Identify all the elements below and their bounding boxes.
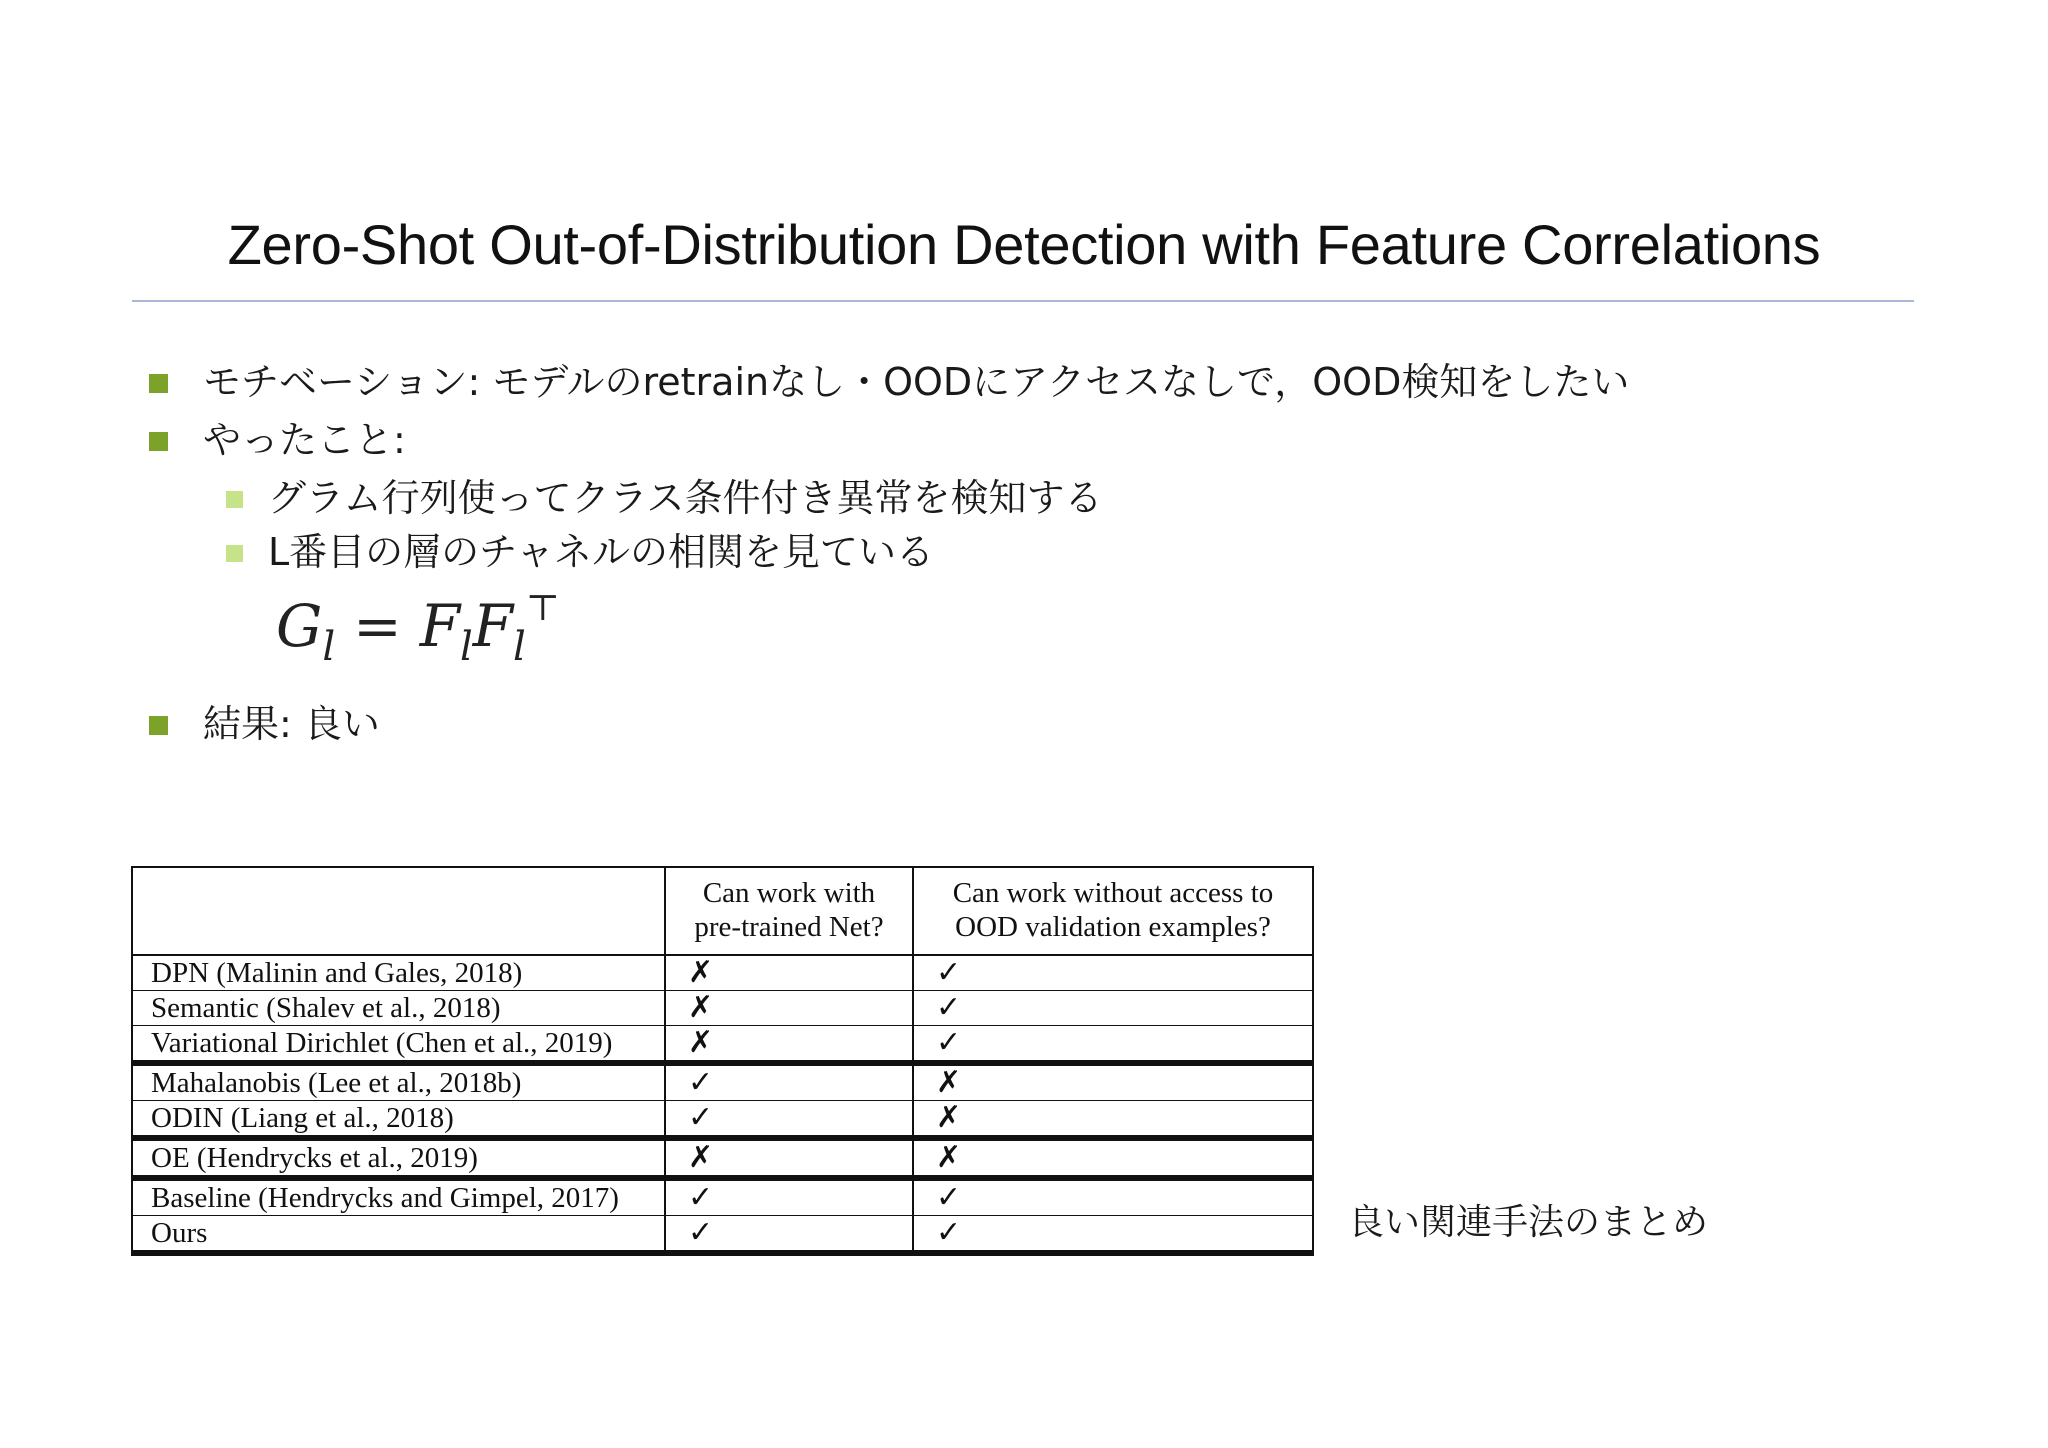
no-ood-mark: ✓ [913, 1178, 1313, 1216]
pretrained-mark: ✗ [665, 991, 913, 1026]
table-row [132, 991, 1313, 1026]
bullet-result-text: 結果: 良い [203, 702, 380, 746]
bullet-motivation-text: モチベーション: モデルのretrainなし・OODにアクセスなしで，OOD検知をしたい [203, 360, 1630, 404]
table-header-row [132, 867, 1313, 955]
method-cell: ODIN (Liang et al., 2018) [132, 1101, 665, 1139]
eq-lhs-sub: l [322, 624, 336, 670]
bullet-motivation [203, 360, 1629, 404]
pretrained-mark: ✓ [665, 1101, 913, 1139]
method-cell: Baseline (Hendrycks and Gimpel, 2017) [132, 1178, 665, 1216]
pretrained-mark: ✗ [665, 1138, 913, 1178]
no-ood-mark: ✗ [913, 1101, 1313, 1139]
method-cell: DPN (Malinin and Gales, 2018) [132, 955, 665, 991]
method-cell: Ours [132, 1216, 665, 1254]
pretrained-mark: ✓ [665, 1216, 913, 1254]
pretrained-mark: ✗ [665, 955, 913, 991]
table-row [132, 1026, 1313, 1064]
gram-matrix-equation [276, 588, 560, 670]
related-methods-table [131, 866, 1314, 1256]
no-ood-mark: ✗ [913, 1063, 1313, 1101]
pretrained-mark: ✓ [665, 1178, 913, 1216]
sub-bullet-square-icon [226, 491, 243, 508]
table-caption: 良い関連手法のまとめ [1348, 1202, 1709, 1243]
sub-bullet-square-icon [226, 545, 243, 562]
table-row [132, 1101, 1313, 1139]
bullet-result [203, 702, 380, 746]
method-cell: OE (Hendrycks et al., 2019) [132, 1138, 665, 1178]
no-ood-mark: ✗ [913, 1138, 1313, 1178]
pretrained-mark: ✗ [665, 1026, 913, 1064]
method-cell: Mahalanobis (Lee et al., 2018b) [132, 1063, 665, 1101]
bullet-done-sub1 [268, 476, 1102, 520]
table-row [132, 1216, 1313, 1254]
method-cell: Variational Dirichlet (Chen et al., 2019) [132, 1026, 665, 1064]
pretrained-mark: ✓ [665, 1063, 913, 1101]
bullet-done-sub1-text: グラム行列使ってクラス条件付き異常を検知する [268, 476, 1103, 520]
eq-lhs: G [276, 592, 323, 660]
no-ood-mark: ✓ [913, 1026, 1313, 1064]
header-pretrained: Can work with pre-trained Net? [665, 867, 913, 955]
eq-f2-sub: l [513, 624, 526, 670]
bullet-done [203, 418, 406, 462]
table-row [132, 1138, 1313, 1178]
slide-title: Zero-Shot Out-of-Distribution Detection with Feature Correlations [227, 213, 1821, 276]
eq-f2: F [472, 592, 514, 660]
bullet-done-text: やったこと: [203, 418, 406, 462]
bullet-done-sub2 [268, 530, 934, 574]
bullet-square-icon [149, 374, 168, 393]
no-ood-mark: ✓ [913, 1216, 1313, 1254]
no-ood-mark: ✓ [913, 955, 1313, 991]
bullet-done-sub2-text: L番目の層のチャネルの相関を見ている [268, 530, 935, 574]
bullet-square-icon [149, 432, 168, 451]
table-row [132, 955, 1313, 991]
bullet-square-icon [149, 716, 168, 735]
eq-f1: F [419, 592, 460, 660]
eq-f1-sub: l [460, 624, 473, 670]
table-row [132, 1063, 1313, 1101]
eq-equals: = [353, 592, 402, 660]
header-no-ood: Can work without access to OOD validation examples? [913, 867, 1313, 955]
method-cell: Semantic (Shalev et al., 2018) [132, 991, 665, 1026]
title-divider [132, 300, 1914, 302]
table-row [132, 1178, 1313, 1216]
header-method [132, 867, 665, 955]
no-ood-mark: ✓ [913, 991, 1313, 1026]
eq-f2-sup: ⊤ [525, 588, 560, 629]
